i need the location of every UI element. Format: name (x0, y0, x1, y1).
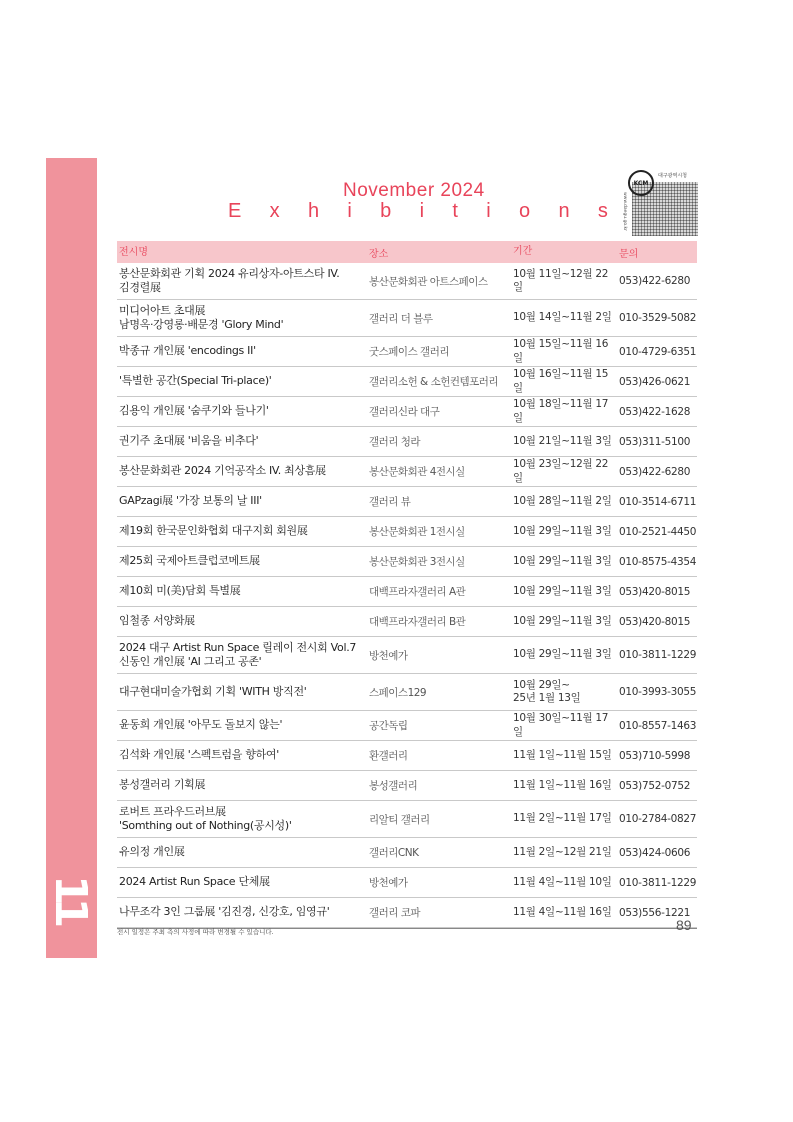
cell-contact: 010-3811-1229 (619, 876, 697, 889)
table-row (117, 801, 697, 838)
title-letter: E (228, 200, 242, 222)
table-row (117, 898, 697, 928)
section-number: 11 (45, 875, 96, 921)
cell-venue: 갤러리 코파 (369, 907, 421, 919)
table-row (117, 547, 697, 577)
cell-contact: 010-2521-4450 (619, 525, 697, 538)
cell-venue: 환갤러리 (369, 750, 408, 762)
cell-exhibition-name: 제25회 국제아트클럽코메트展 (119, 554, 260, 568)
cell-period: 11월 2일~12월 21일 (513, 845, 612, 858)
cell-period: 10월 29일~11월 3일 (513, 554, 612, 567)
cell-exhibition-name: 봉산문화회관 2024 기억공작소 IV. 최상흠展 (119, 464, 326, 478)
cell-exhibition-name: 김석화 개인展 '스펙트럼을 향하여' (119, 748, 279, 762)
title-letter: o (519, 200, 531, 222)
cell-contact: 010-3811-1229 (619, 649, 697, 661)
cell-contact: 010-4729-6351 (619, 345, 697, 358)
title-letter: b (380, 200, 392, 222)
cell-period: 10월 29일~11월 3일 (513, 648, 612, 661)
cell-contact: 053)710-5998 (619, 749, 691, 762)
cell-contact: 010-3529-5082 (619, 312, 697, 324)
cell-period: 10월 29일~11월 3일 (513, 584, 612, 597)
cell-exhibition-name: 나무조각 3인 그룹展 '김진경, 신강호, 임영규' (119, 905, 330, 919)
cell-exhibition-name: 제19회 한국문인화협회 대구지회 회원展 (119, 524, 308, 538)
cell-period: 10월 16일~11월 15일 (513, 368, 609, 394)
cell-exhibition-name: 봉산문화회관 기획 2024 유리상자-아트스타 IV. 김경렬展 (119, 266, 340, 294)
cell-exhibition-name: 박종규 개인展 'encodings II' (119, 344, 256, 358)
table-row (117, 367, 697, 397)
title-letter: t (452, 200, 458, 222)
cell-exhibition-name: 2024 대구 Artist Run Space 릴레이 전시회 Vol.7 신동인 개인展 'AI 그리고 공존' (119, 640, 357, 668)
cell-exhibition-name: 윤동희 개인展 '아무도 돌보지 않는' (119, 718, 283, 732)
cell-period: 10월 15일~11월 16일 (513, 338, 609, 364)
cell-contact: 010-8557-1463 (619, 719, 697, 732)
cell-contact: 053)422-1628 (619, 405, 691, 418)
table-row (117, 397, 697, 427)
header-contact: 문의 (619, 248, 639, 260)
table-row (117, 711, 697, 741)
cell-venue: 굿스페이스 갤러리 (369, 346, 449, 358)
cell-exhibition-name: 김용익 개인展 '숨쿠기와 들나기' (119, 404, 269, 418)
cell-exhibition-name: 대구현대미술가협회 기획 'WITH 방직전' (119, 684, 307, 698)
table-header (117, 241, 697, 263)
cell-venue: 리알티 갤러리 (369, 813, 430, 826)
title-letter: x (269, 200, 280, 222)
table-row (117, 771, 697, 801)
cell-period: 10월 29일~ 25년 1월 13일 (513, 678, 581, 704)
cell-venue: 봉산문화회관 4전시실 (369, 466, 465, 478)
city-seal-stamp (622, 168, 702, 236)
cell-period: 10월 11일~12월 22일 (513, 267, 609, 293)
table-row (117, 337, 697, 367)
cell-period: 10월 23일~12월 22일 (513, 458, 609, 484)
cell-exhibition-name: 권기주 초대展 '비움을 비추다' (119, 434, 259, 448)
cell-exhibition-name: 유의정 개인展 (119, 845, 185, 859)
cell-period: 10월 29일~11월 3일 (513, 524, 612, 537)
cell-period: 10월 18일~11월 17일 (513, 398, 609, 424)
header-period: 기간 (513, 245, 533, 257)
cell-exhibition-name: 임철종 서양화展 (119, 614, 195, 628)
cell-contact: 053)420-8015 (619, 585, 691, 598)
title-letter: i (347, 200, 352, 222)
cell-contact: 053)752-0752 (619, 779, 691, 792)
table-row (117, 607, 697, 637)
title-letter: h (307, 200, 320, 222)
title-letter: n (558, 200, 570, 222)
cell-period: 11월 4일~11월 16일 (513, 905, 612, 918)
table-row (117, 838, 697, 868)
page-title-exhibitions (228, 200, 608, 223)
cell-period: 10월 21일~11월 3일 (513, 434, 612, 447)
table-row (117, 517, 697, 547)
table-row (117, 741, 697, 771)
table-body (117, 263, 697, 928)
cell-period: 11월 2일~11월 17일 (513, 812, 612, 825)
table-row (117, 487, 697, 517)
cell-venue: 방천예가 (369, 649, 408, 662)
cell-period: 10월 14일~11월 2일 (513, 311, 612, 324)
cell-exhibition-name: 미디어아트 초대展 남명옥·강영롱·배문경 'Glory Mind' (119, 303, 284, 331)
title-letter: i (486, 200, 491, 222)
cell-venue: 갤러리 더 블루 (369, 312, 433, 325)
cell-contact: 010-8575-4354 (619, 555, 697, 568)
cell-venue: 갤러리 뷰 (369, 496, 411, 508)
cell-contact: 010-3514-6711 (619, 495, 697, 508)
cell-exhibition-name: 2024 Artist Run Space 단체展 (119, 875, 270, 889)
cell-period: 11월 4일~11월 10일 (513, 875, 612, 888)
cell-contact: 053)422-6280 (619, 465, 691, 478)
cell-venue: 갤러리소헌 & 소헌컨템포러리 (369, 376, 499, 388)
title-letter: i (419, 200, 425, 222)
title-letter: s (597, 200, 608, 222)
cell-contact: 053)424-0606 (619, 846, 691, 859)
table-row (117, 427, 697, 457)
cell-period: 10월 28일~11월 2일 (513, 494, 612, 507)
cell-venue: 방천예가 (369, 877, 408, 889)
cell-period: 10월 30일~11월 17일 (513, 712, 609, 738)
cell-contact: 010-2784-0827 (619, 813, 697, 825)
page-number: 89 (676, 917, 692, 933)
table-row (117, 263, 697, 300)
footnote: 전시 일정은 주최 측의 사정에 따라 변경될 수 있습니다. (117, 928, 274, 936)
cell-exhibition-name: 봉성갤러리 기획展 (119, 778, 206, 792)
seal-url-label: www.daegu.go.kr (622, 192, 627, 231)
cell-period: 11월 1일~11월 15일 (513, 748, 612, 761)
side-color-bar (46, 158, 97, 958)
cell-venue: 대백프라자갤러리 A관 (369, 586, 466, 598)
cell-exhibition-name: '특별한 공간(Special Tri-place)' (119, 374, 272, 388)
table-row (117, 868, 697, 898)
table-row (117, 577, 697, 607)
kcm-mark-icon: KCM (628, 170, 654, 196)
cell-exhibition-name: GAPzagi展 '가장 보통의 날 III' (119, 494, 262, 508)
cell-period: 11월 1일~11월 16일 (513, 778, 612, 791)
cell-contact: 053)426-0621 (619, 375, 691, 388)
table-row (117, 300, 697, 337)
cell-contact: 053)422-6280 (619, 275, 691, 287)
cell-venue: 갤러리신라 대구 (369, 406, 440, 418)
table-row (117, 637, 697, 674)
cell-venue: 봉산문화회관 1전시실 (369, 526, 465, 538)
cell-contact: 053)556-1221 (619, 906, 691, 919)
exhibition-table (117, 241, 697, 929)
cell-exhibition-name: 로버트 프라우드러브展 'Somthing out of Nothing(공시성)' (119, 804, 292, 832)
cell-venue: 공간독립 (369, 720, 408, 732)
cell-venue: 봉성갤러리 (369, 780, 418, 792)
header-name: 전시명 (119, 246, 148, 258)
cell-venue: 봉산문화회관 아트스페이스 (369, 275, 488, 288)
page-title-month: November 2024 (343, 180, 485, 201)
cell-venue: 대백프라자갤러리 B관 (369, 616, 466, 628)
cell-venue: 갤러리 청라 (369, 436, 421, 448)
seal-org-label: 대구광역시청 (658, 173, 687, 179)
cell-exhibition-name: 제10회 미(美)담회 특별展 (119, 584, 241, 598)
cell-venue: 갤러리CNK (369, 847, 419, 859)
cell-contact: 053)311-5100 (619, 435, 691, 448)
cell-contact: 010-3993-3055 (619, 686, 697, 698)
header-venue: 장소 (369, 248, 389, 260)
cell-venue: 봉산문화회관 3전시실 (369, 556, 465, 568)
table-row (117, 674, 697, 711)
cell-period: 10월 29일~11월 3일 (513, 614, 612, 627)
cell-contact: 053)420-8015 (619, 615, 691, 628)
cell-venue: 스페이스129 (369, 686, 427, 699)
table-row (117, 457, 697, 487)
